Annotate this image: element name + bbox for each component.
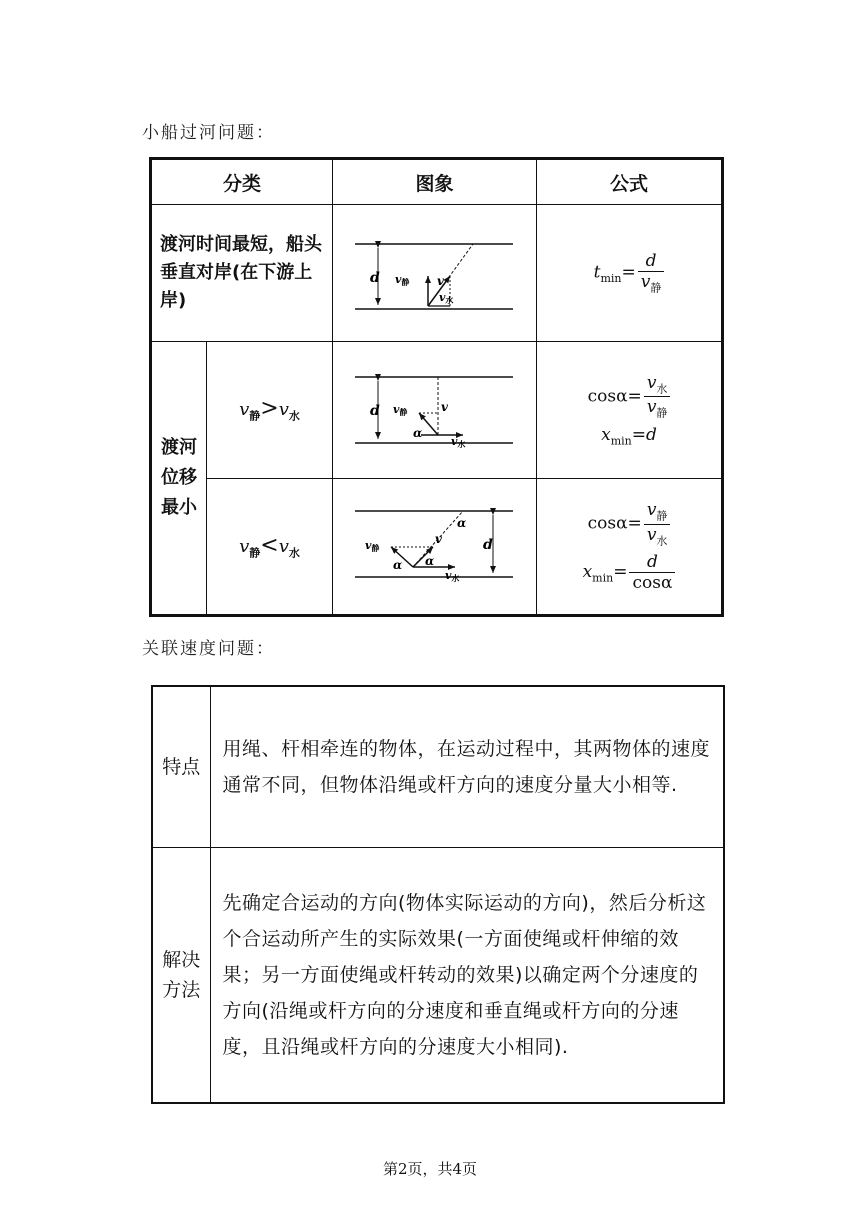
cos-den-sub: 水 [656, 533, 668, 547]
diagram-still-gt-water [333, 342, 537, 479]
category-shortest-time: 渡河时间最短，船头垂直对岸(在下游上岸) [151, 205, 333, 342]
link-section-title: 关联速度问题： [142, 639, 275, 659]
cos-fraction [644, 500, 671, 548]
formula-still-gt-water [537, 342, 723, 479]
page-footer: 第2页，共4页 [382, 1160, 478, 1178]
v-label: v [441, 399, 448, 414]
fraction-d-over-v [638, 251, 665, 295]
x-eq: = [613, 561, 628, 582]
alpha-label-2: α [425, 554, 435, 568]
width-label: d [370, 269, 380, 286]
cos-formula [537, 373, 721, 421]
cos-num: v [646, 372, 657, 393]
alpha-label: α [413, 425, 423, 440]
method-label-text: 解决方法 [162, 948, 201, 1001]
header-formula: 公式 [537, 159, 723, 205]
linked-velocity-table [151, 685, 725, 1104]
x-lhs: x [601, 424, 611, 445]
category-min-displacement [151, 342, 207, 616]
row-label-features: 特点 [152, 686, 210, 847]
x-den: cosα [632, 572, 673, 593]
fraction-num: d [638, 251, 665, 272]
v-water-label: v水 [439, 290, 454, 305]
v-still-label: v静 [393, 402, 408, 417]
formula-shortest-time: $t_{min}=$ $\frac{d}{v_静}$ [537, 205, 723, 342]
v-still-label: v静 [365, 539, 380, 553]
v-water-label: v水 [451, 434, 466, 449]
x-sub: min [592, 571, 614, 585]
x-num: d [629, 552, 675, 573]
table-row [151, 342, 723, 479]
fraction-den-sub: 静 [650, 281, 662, 295]
cos-den: v [646, 397, 657, 418]
cos-fraction [644, 373, 671, 421]
row-text-features: 用绳、杆相牵连的物体，在运动过程中，其两物体的速度通常不同，但物体沿绳或杆方向的速度分量大小相等. [210, 686, 724, 847]
diagram-shortest-time [333, 205, 537, 342]
alpha-label-3: α [457, 516, 467, 530]
cond-right-sub: 水 [288, 409, 300, 423]
cond-right: v [278, 399, 289, 421]
table-row [152, 847, 724, 1103]
x-lhs: x [582, 561, 593, 582]
x-sub: min [610, 434, 632, 448]
condition-still-lt-water [207, 479, 333, 616]
cos-den: v [646, 524, 657, 545]
diagram-shortest-time-svg [333, 206, 537, 341]
cond-right-sub: 水 [288, 546, 300, 560]
condition-still-gt-water [207, 342, 333, 479]
cos-formula [537, 500, 721, 548]
table-header-row [151, 159, 723, 205]
x-rhs: =d [631, 424, 657, 445]
alpha-label-1: α [393, 558, 403, 572]
xmin-formula [537, 425, 721, 447]
cos-num-sub: 静 [656, 509, 668, 523]
cond-left-sub: 静 [249, 409, 261, 423]
v-still-label: v静 [395, 272, 410, 287]
width-label: d [370, 402, 380, 419]
diagram-still-lt-water-svg [333, 479, 537, 614]
cond-left: v [239, 399, 250, 421]
formula-t-sub: min [600, 271, 622, 285]
cond-left-sub: 静 [249, 546, 261, 560]
diagram-still-gt-water-svg [333, 343, 537, 478]
cos-lhs: cosα= [587, 513, 642, 534]
formula-t: t [593, 262, 601, 283]
x-fraction [629, 552, 675, 593]
row-text-method: 先确定合运动的方向(物体实际运动的方向)，然后分析这个合运动所产生的实际效果(一方面使绳或杆伸缩的效果；另一方面使绳或杆转动的效果)以确定两个分速度的方向(沿绳或杆方向的分速度和垂直绳或杆方向的分速度，且沿绳或杆方向的分速度大小相同). [210, 847, 724, 1103]
cos-lhs: cosα= [587, 386, 642, 407]
header-diagram: 图象 [333, 159, 537, 205]
cond-op: < [260, 532, 279, 558]
cos-num-sub: 水 [656, 382, 668, 396]
formula-still-lt-water [537, 479, 723, 616]
v-label: v [437, 273, 444, 288]
boat-crossing-table [149, 157, 724, 617]
cond-right: v [278, 535, 289, 557]
width-label: d [483, 537, 493, 553]
v-water-label: v水 [445, 569, 460, 583]
v-label: v [435, 532, 442, 546]
boat-section-title: 小船过河问题： [142, 123, 275, 143]
diagram-still-lt-water [333, 479, 537, 616]
table-row [152, 686, 724, 847]
xmin-formula [537, 552, 721, 593]
row-label-method [152, 847, 210, 1103]
table-row [151, 205, 723, 342]
cond-left: v [239, 535, 250, 557]
group-label: 渡河位移最小 [161, 437, 197, 518]
cos-num: v [646, 500, 657, 521]
header-category: 分类 [151, 159, 333, 205]
table-row [151, 479, 723, 616]
cond-op: > [260, 396, 279, 422]
fraction-den: v [640, 271, 651, 292]
cos-den-sub: 静 [656, 406, 668, 420]
